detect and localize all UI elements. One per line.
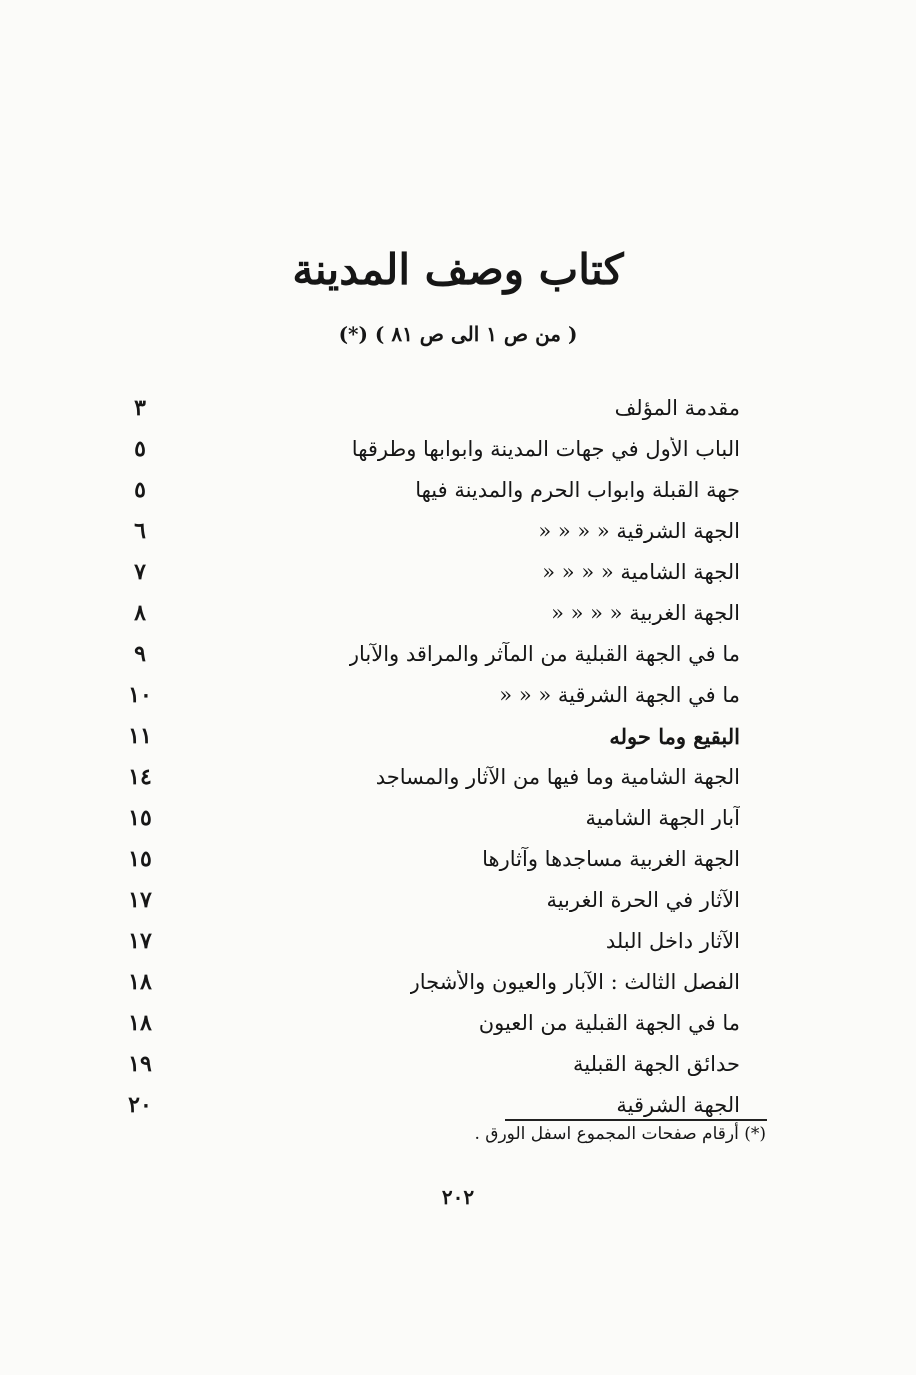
toc-entry-title: ما في الجهة القبلية من العيون xyxy=(478,1011,740,1035)
toc-page-number: ١٥ xyxy=(128,846,152,872)
toc-entry xyxy=(100,798,740,838)
toc-page-number: ٨ xyxy=(134,600,146,626)
toc-entry-title: الجهة الشرقية xyxy=(616,1093,740,1117)
toc-page-number: ١٥ xyxy=(128,805,152,831)
book-title: كتاب وصف المدينة xyxy=(292,245,624,294)
toc-entry xyxy=(100,1003,740,1043)
toc-entry xyxy=(100,388,740,428)
page-number: ٢٠٢ xyxy=(441,1185,475,1209)
toc-entry xyxy=(100,1044,740,1084)
toc-entry-title: الجهة الشامية « « « « xyxy=(542,560,740,584)
toc-entry-title: الباب الأول في جهات المدينة وابوابها وطرقها xyxy=(351,437,740,461)
toc-entry xyxy=(100,675,740,715)
toc-page-number: ٥ xyxy=(134,436,146,462)
toc-page-number: ١٨ xyxy=(128,969,152,995)
toc-entry-title: الجهة الشرقية « « « « xyxy=(538,519,740,543)
toc-page-number: ١٧ xyxy=(128,887,152,913)
toc-entry xyxy=(100,921,740,961)
toc-page-number: ١٠ xyxy=(128,682,152,708)
footnote-divider xyxy=(505,1119,767,1121)
toc-page-number: ٦ xyxy=(134,518,146,544)
toc-entry xyxy=(100,716,740,756)
footnote: (*) أرقام صفحات المجموع اسفل الورق . xyxy=(474,1124,766,1144)
toc-entry-title: الجهة الغربية « « « « xyxy=(551,601,740,625)
toc-page-number: ٢٠ xyxy=(128,1092,152,1118)
toc-entry-title: البقيع وما حوله xyxy=(609,723,740,749)
toc-page-number: ١٨ xyxy=(128,1010,152,1036)
toc-entry-title: الجهة الغربية مساجدها وآثارها xyxy=(482,847,740,871)
toc-entry-title: الفصل الثالث : الآبار والعيون والأشجار xyxy=(409,970,740,994)
toc-entry-title: مقدمة المؤلف xyxy=(614,396,740,420)
toc-entry-title: ما في الجهة الشرقية « « « xyxy=(499,683,740,707)
toc-entry xyxy=(100,470,740,510)
toc-entry xyxy=(100,757,740,797)
toc-page-number: ١٧ xyxy=(128,928,152,954)
toc-page-number: ٥ xyxy=(134,477,146,503)
toc-entry-title: جهة القبلة وابواب الحرم والمدينة فيها xyxy=(415,478,740,502)
toc-entry-title: ما في الجهة القبلية من المآثر والمراقد والآبار xyxy=(348,642,740,666)
toc-entry xyxy=(100,511,740,551)
toc-page-number: ١٤ xyxy=(128,764,152,790)
toc-entry xyxy=(100,880,740,920)
toc-entry xyxy=(100,839,740,879)
toc-page-number: ١٩ xyxy=(128,1051,152,1077)
toc-page-number: ٣ xyxy=(134,395,146,421)
toc-entry-title: آبار الجهة الشامية xyxy=(585,806,740,830)
toc-entry xyxy=(100,593,740,633)
toc-entry xyxy=(100,962,740,1002)
toc-entry xyxy=(100,634,740,674)
toc-entry xyxy=(100,429,740,469)
toc-entry xyxy=(100,552,740,592)
toc-page-number: ١١ xyxy=(128,723,152,749)
toc-entry-title: الآثار داخل البلد xyxy=(605,929,740,953)
toc-entry-title: الجهة الشامية وما فيها من الآثار والمساجد xyxy=(375,765,740,789)
page-range-note: ( من ص ١ الى ص ٨١ ) (*) xyxy=(338,322,578,346)
toc-entry-title: حدائق الجهة القبلية xyxy=(572,1052,740,1076)
toc-entry-title: الآثار في الحرة الغربية xyxy=(546,888,740,912)
toc-page-number: ٩ xyxy=(134,641,146,667)
toc-page-number: ٧ xyxy=(134,559,146,585)
